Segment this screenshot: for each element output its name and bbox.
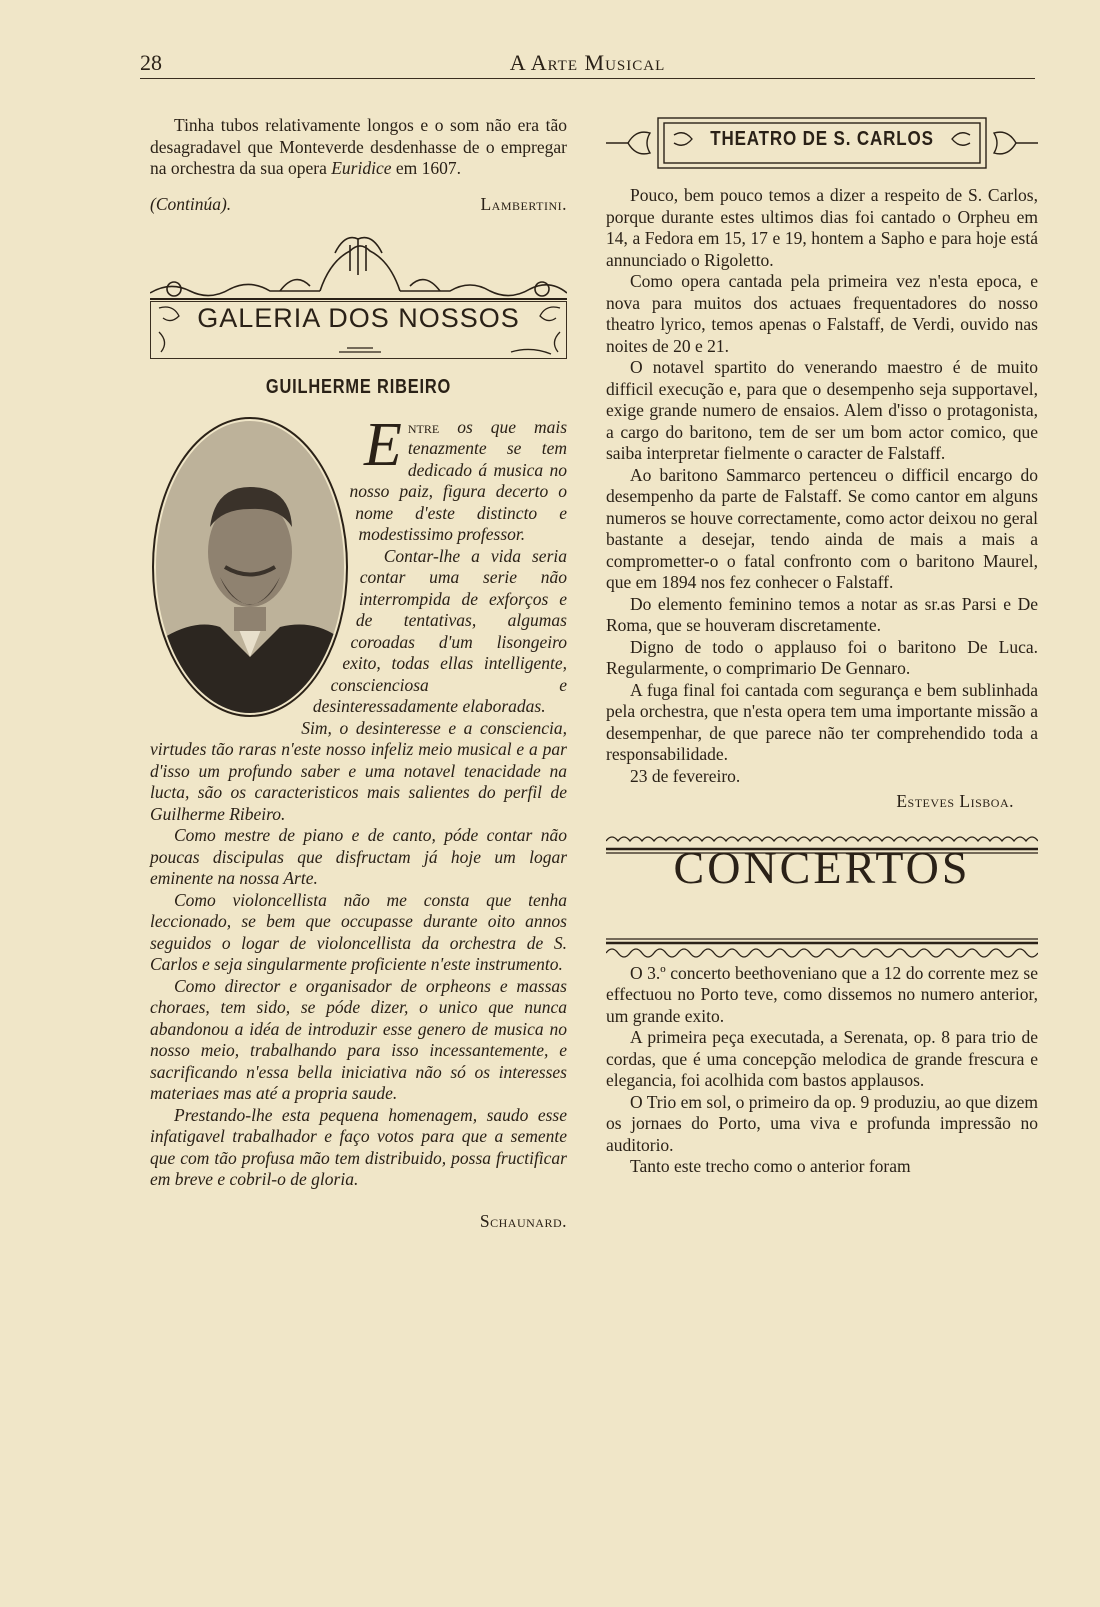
concertos-paragraph-3: O Trio em sol, o primeiro da op. 9 produziu, ao que dizem os jornaes do Porto, uma viva e profunda impressão no auditorio. [606,1091,1038,1155]
ornament-flourish-icon [150,231,567,301]
paragraph-2: Contar-lhe a vida seria contar uma serie não interrompida de exforços e de tentativas, algumas coroadas d'um lisongeiro exito, todas ellas intelligente, conscienciosa e desinteressadamente elaboradas. [312,545,567,716]
dropcap: E [364,410,402,479]
theatre-paragraph-1: Pouco, bem pouco temos a dizer a respeito de S. Carlos, porque durante estes ultimos dias foi cantado o Orpheu em 14, a Fedora em 15, 17 e 19, hontem a Sapho e para hoje está annunciado o Rigoletto. [606,185,1038,270]
left-column [150,115,567,1232]
portrait-photo-icon [150,417,350,717]
concertos-paragraph-1: O 3.º concerto beethoveniano que a 12 do corrente mez se effectuou no Porto teve, como dissemos no numero anterior, um grande exito. [606,962,1038,1026]
galeria-header [150,301,567,359]
continua-note: (Continúa). [150,193,232,214]
paragraph-3: Sim, o desinteresse e a consciencia, virtudes tão raras n'este nosso infeliz meio musical e a par d'isso um profundo saber e uma notavel tenacidade na lucta, são os caracteristicos mais salientes do perfil de Guilherme Ribeiro. [150,717,567,824]
journal-title: A Arte Musical [509,50,666,75]
concertos-paragraph-2: A primeira peça executada, a Serenata, op. 8 para trio de cordas, que é uma concepção melodica de grande frescura e elegancia, foi acolhida com bastos applausos. [606,1027,1038,1090]
signature-row [150,194,567,216]
concertos-header [606,831,1038,951]
concertos-title: CONCERTOS [673,841,971,893]
signature-lambertini: Lambertini. [480,193,567,214]
signature-esteves-lisboa: Esteves Lisboa. [896,791,1014,811]
theatre-header [606,115,1038,171]
paragraph-4: Como mestre de piano e de canto, póde contar não poucas discipulas que disfructam já hoje um logar eminente na nossa Arte. [150,825,567,888]
theatre-paragraph-5: Do elemento feminino temos a notar as sr.as Parsi e De Roma, que se houveram discretamente. [606,593,1038,635]
theatre-title: THEATRO DE S. CARLOS [710,128,934,150]
page-number: 28 [140,50,162,75]
portrait-frame [150,417,350,717]
theatre-paragraph-6: Digno de todo o applauso foi o baritono De Luca. Regularmente, o comprimario De Gennaro. [606,636,1038,678]
continuation-paragraph: Tinha tubos relativamente longos e o som não era tão desagradavel que Monteverde desdenhasse de o empregar na orchestra da sua opera Euridice em 1607. [150,115,567,178]
galeria-title: GALERIA DOS NOSSOS [197,303,520,333]
theatre-paragraph-3: O notavel spartito do venerando maestro é de muito difficil execução e, para que o desempenho seja supportavel, exige grande numero de ensaios. Alem d'isso o protagonista, a cargo do baritono, tem de ser um bom actor comico, que saiba interpretar fielmente o caracter de Falstaff. [606,357,1038,463]
paragraph-6: Como director e organisador de orpheons e massas choraes, tem sido, se póde dizer, o unico que nunca abandonou a idéa de introduzir esse genero de musica no nosso meio, trabalhando para isso incessantemente, e sacrificando n'essa bella iniciativa não só os interesses materiaes mas até a propria saude. [150,975,567,1103]
paragraph-5: Como violoncellista não me consta que tenha leccionado, se bem que occupasse durante oito annos seguidos o logar de violoncellista da orchestra de S. Carlos e seja singularmente proficiente n'este instrumento. [150,889,567,974]
theatre-paragraph-4: Ao baritono Sammarco pertenceu o difficil encargo do desempenho da parte de Falstaff. Se como cantor em alguns numeros se houve correctamente, como actor deixou no geral bastante a desejar, tendo ainda de mais a mais a comprometter-o o fatal confronto com o baritono Maurel, que em 1894 nos fez conhecer o Falstaff. [606,464,1038,592]
signature-schaunard: Schaunard. [479,1210,567,1231]
page-header [140,50,1035,80]
paragraph-7: Prestando-lhe esta pequena homenagem, saudo esse infatigavel trabalhador e faço votos para que a semente que com tão profusa mão tem distribuido, possa fructificar em breve e cobril-o de gloria. [150,1104,567,1189]
theatre-date: 23 de fevereiro. [630,765,741,786]
intro-paragraph: Entre os que mais tenazmente se tem dedicado á musica no nosso paiz, figura decerto o nome d'este distincto e modestissimo professor. [349,410,568,544]
theatre-paragraph-2: Como opera cantada pela primeira vez n'esta epoca, e nova para muitos dos actuaes frequentadores do nosso theatro lyrico, temos apenas o Falstaff, de Verdi, ouvido nas noites de 20 e 21. [606,271,1038,356]
theatre-paragraph-7: A fuga final foi cantada com segurança e bem sublinhada pela orchestra, que n'esta opera tem uma importante missão a desempenhar, de que parece não ter comprehendido toda a responsabilidade. [606,679,1038,764]
right-column [606,115,1038,1178]
header-rule [140,78,1035,79]
concertos-paragraph-4: Tanto este trecho como o anterior foram [630,1156,911,1176]
subject-name: GUILHERME RIBEIRO [265,376,452,398]
